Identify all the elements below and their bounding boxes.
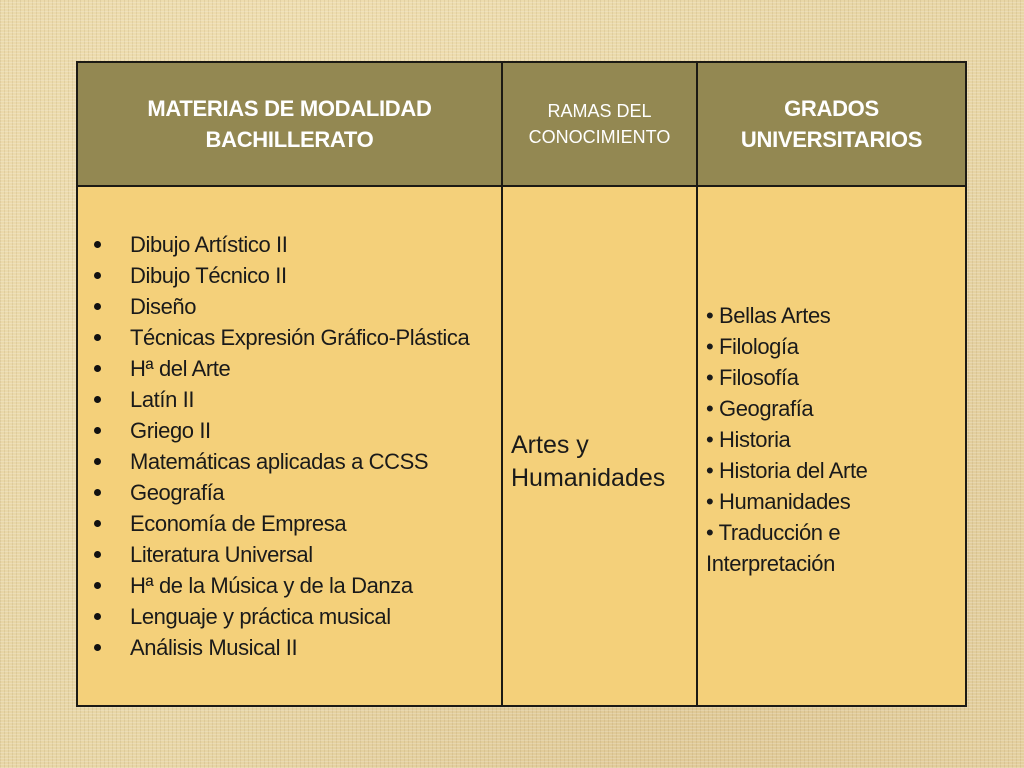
subject-item bbox=[86, 384, 501, 415]
bullet-icon bbox=[94, 458, 101, 465]
bullet-icon bbox=[94, 644, 101, 651]
header-branches: RAMAS DEL CONOCIMIENTO bbox=[502, 62, 697, 186]
branch-label: Artes y Humanidades bbox=[511, 431, 666, 492]
subject-item bbox=[86, 570, 501, 601]
bullet-icon bbox=[94, 551, 101, 558]
subject-item bbox=[86, 260, 501, 291]
subject-label: Geografía bbox=[130, 480, 225, 505]
subjects-list bbox=[78, 229, 501, 663]
subject-label: Hª de la Música y de la Danza bbox=[130, 573, 413, 598]
header-subjects: MATERIAS DE MODALIDAD BACHILLERATO bbox=[77, 62, 502, 186]
bullet-icon bbox=[94, 613, 101, 620]
degree-item: • Filosofía bbox=[706, 364, 799, 390]
degree-item: • Traducción e Interpretación bbox=[706, 519, 841, 576]
subjects-cell bbox=[77, 186, 502, 706]
subject-item bbox=[86, 415, 501, 446]
bullet-icon bbox=[94, 396, 101, 403]
subject-item bbox=[86, 353, 501, 384]
subject-label: Análisis Musical II bbox=[130, 635, 298, 660]
curriculum-table bbox=[76, 61, 967, 707]
header-row bbox=[77, 62, 966, 186]
subject-item bbox=[86, 539, 501, 570]
subject-label: Griego II bbox=[130, 418, 211, 443]
degree-item: • Bellas Artes bbox=[706, 302, 831, 328]
bullet-icon bbox=[94, 303, 101, 310]
bullet-icon bbox=[94, 582, 101, 589]
degree-item: • Humanidades bbox=[706, 488, 851, 514]
subject-label: Latín II bbox=[130, 387, 195, 412]
subject-item bbox=[86, 632, 501, 663]
subject-item bbox=[86, 477, 501, 508]
bullet-icon bbox=[94, 241, 101, 248]
subject-label: Hª del Arte bbox=[130, 356, 231, 381]
bullet-icon bbox=[94, 365, 101, 372]
degree-item: • Historia del Arte bbox=[706, 457, 868, 483]
degree-item: • Historia bbox=[706, 426, 791, 452]
bullet-icon bbox=[94, 489, 101, 496]
subject-label: Literatura Universal bbox=[130, 542, 313, 567]
subject-label: Matemáticas aplicadas a CCSS bbox=[130, 449, 429, 474]
subject-label: Diseño bbox=[130, 294, 197, 319]
branch-cell bbox=[502, 186, 697, 706]
body-row bbox=[77, 186, 966, 706]
subject-item bbox=[86, 601, 501, 632]
subject-item bbox=[86, 446, 501, 477]
bullet-icon bbox=[94, 427, 101, 434]
subject-item bbox=[86, 508, 501, 539]
degrees-cell bbox=[697, 186, 966, 706]
subject-label: Economía de Empresa bbox=[130, 511, 347, 536]
subject-label: Dibujo Técnico II bbox=[130, 263, 287, 288]
subject-item bbox=[86, 322, 501, 353]
header-degrees: GRADOS UNIVERSITARIOS bbox=[697, 62, 966, 186]
subject-item bbox=[86, 291, 501, 322]
subject-label: Lenguaje y práctica musical bbox=[130, 604, 391, 629]
bullet-icon bbox=[94, 272, 101, 279]
subject-label: Técnicas Expresión Gráfico-Plástica bbox=[130, 325, 470, 350]
bullet-icon bbox=[94, 520, 101, 527]
degrees-list bbox=[698, 300, 965, 579]
degree-item: • Geografía bbox=[706, 395, 814, 421]
subject-label: Dibujo Artístico II bbox=[130, 232, 288, 257]
subject-item bbox=[86, 229, 501, 260]
bullet-icon bbox=[94, 334, 101, 341]
degree-item: • Filología bbox=[706, 333, 799, 359]
